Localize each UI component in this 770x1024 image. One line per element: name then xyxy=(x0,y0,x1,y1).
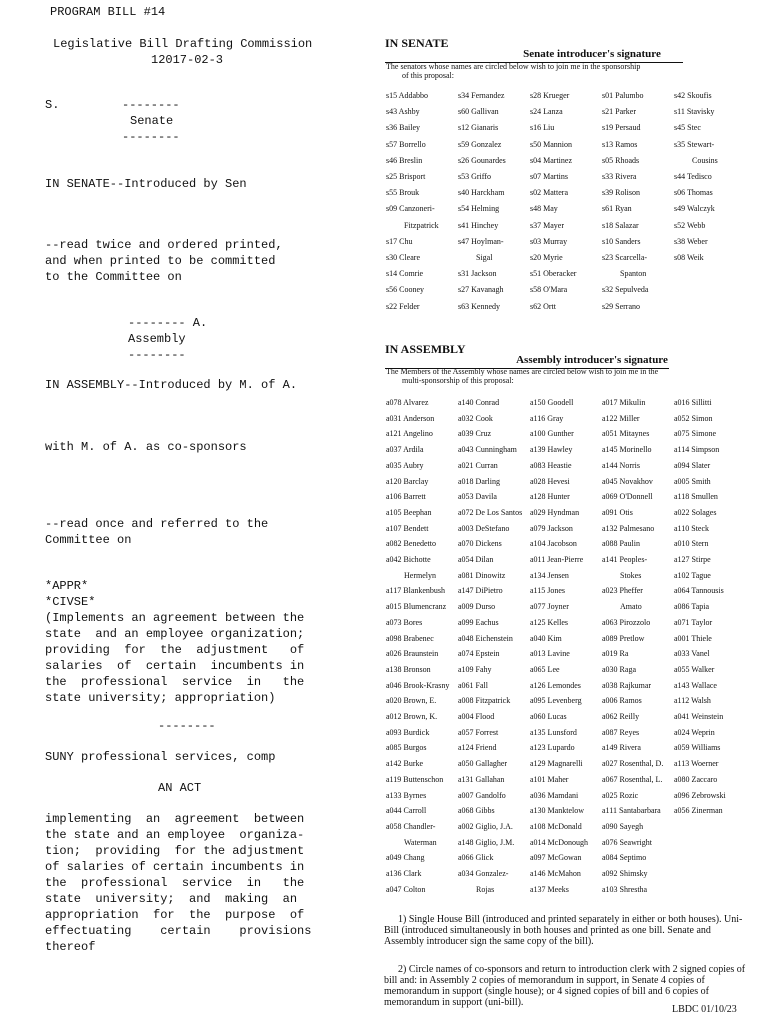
member-name[interactable]: a052 Simon xyxy=(674,413,713,423)
member-name[interactable]: s03 Murray xyxy=(530,236,568,246)
acttext-line: tion; providing for the adjustment xyxy=(45,844,305,858)
member-name[interactable]: a073 Bores xyxy=(386,617,423,627)
member-name[interactable]: a118 Smullen xyxy=(674,492,718,502)
note-1: 1) Single House Bill (introduced and printed separately in either or both houses). Uni-Bill (introduced simultaneously in both houses and printed as one bill. Senate and Assembly introducer sign the same copy of the bill). xyxy=(384,914,743,947)
member-name[interactable]: a065 Lee xyxy=(530,664,560,674)
member-name[interactable]: s37 Mayer xyxy=(530,220,564,230)
member-name[interactable]: s07 Martins xyxy=(530,172,568,181)
member-name[interactable]: a144 Norris xyxy=(602,460,640,470)
member-name[interactable]: s49 Walczyk xyxy=(674,204,715,214)
member-name[interactable]: s47 Hoylman- xyxy=(458,236,504,246)
acttext-line: effectuating certain provisions xyxy=(45,924,312,938)
member-name[interactable]: a006 Ramos xyxy=(602,696,642,706)
member-name[interactable]: a140 Conrad xyxy=(458,398,500,407)
member-name[interactable]: a143 Wallace xyxy=(674,680,717,690)
member-name[interactable]: a013 Lavine xyxy=(530,649,570,659)
member-name[interactable]: a058 Chandler- xyxy=(386,821,436,831)
member-name[interactable]: a027 Rosenthal, D. xyxy=(602,759,664,769)
assembly-dashes: -------- xyxy=(128,348,186,362)
member-name[interactable]: a123 Lupardo xyxy=(530,743,575,753)
member-name[interactable]: a078 Alvarez xyxy=(386,398,429,407)
member-name[interactable]: a094 Slater xyxy=(674,460,711,470)
member-name[interactable]: s32 Sepulveda xyxy=(602,285,649,295)
member-name[interactable]: a011 Jean-Pierre xyxy=(530,555,584,564)
member-name[interactable]: a021 Curran xyxy=(458,460,498,470)
member-name[interactable]: a147 DiPietro xyxy=(458,586,503,596)
appr-tag: *APPR* xyxy=(45,579,89,593)
acttext-line: of salaries of certain incumbents in xyxy=(45,860,305,874)
member-name[interactable]: a128 Hunter xyxy=(530,492,570,502)
member-name[interactable]: a050 Gallagher xyxy=(458,759,508,769)
senate-dashes: -------- xyxy=(122,130,180,144)
member-name[interactable]: a007 Gandolfo xyxy=(458,790,506,800)
member-name[interactable]: a066 Glick xyxy=(458,853,494,863)
acttext-line: the professional service in the xyxy=(45,876,305,890)
member-name[interactable]: a102 Tague xyxy=(674,570,711,580)
member-name[interactable]: a135 Lunsford xyxy=(530,727,577,737)
member-name[interactable]: a004 Flood xyxy=(458,712,495,721)
member-name[interactable]: a070 Dickens xyxy=(458,539,502,549)
member-name[interactable]: a003 DeStefano xyxy=(458,523,510,533)
read-twice-line-3: to the Committee on xyxy=(45,270,182,284)
member-name[interactable]: a080 Zaccaro xyxy=(674,774,718,784)
member-name-continuation: Rojas xyxy=(476,884,495,894)
program-bill-label: PROGRAM BILL #14 xyxy=(50,5,166,19)
assembly-label: Assembly xyxy=(128,332,186,346)
cosponsors-line: with M. of A. as co-sponsors xyxy=(45,440,247,454)
member-name[interactable]: s24 Lanza xyxy=(530,107,563,117)
member-name[interactable]: a074 Epstein xyxy=(458,649,500,659)
assembly-intro-line-2: multi-sponsorship of this proposal: xyxy=(402,376,514,385)
member-name[interactable]: a093 Burdick xyxy=(386,727,430,737)
member-name[interactable]: a020 Brown, E. xyxy=(386,696,437,706)
member-name[interactable]: s21 Parker xyxy=(602,107,636,117)
member-name[interactable]: a124 Friend xyxy=(458,743,497,753)
member-name[interactable]: a041 Weinstein xyxy=(674,712,724,721)
member-name[interactable]: a055 Walker xyxy=(674,664,715,674)
member-name[interactable]: a121 Angelino xyxy=(386,429,433,439)
member-name[interactable]: s23 Scarcella- xyxy=(602,253,648,262)
member-name[interactable]: a009 Durso xyxy=(458,602,496,612)
member-name[interactable]: a134 Jensen xyxy=(530,570,569,580)
member-name[interactable]: a097 McGowan xyxy=(530,853,582,863)
member-name[interactable]: s16 Liu xyxy=(530,123,555,133)
member-name[interactable]: a142 Burke xyxy=(386,759,424,769)
member-name[interactable]: a083 Heastie xyxy=(530,460,572,470)
member-name[interactable]: a139 Hawley xyxy=(530,445,573,455)
member-name[interactable]: a039 Cruz xyxy=(458,429,492,439)
member-name[interactable]: a033 Vanel xyxy=(674,649,710,659)
member-name[interactable]: s57 Borrello xyxy=(386,139,426,149)
implements-line: state university; appropriation) xyxy=(45,691,276,705)
member-name[interactable]: a127 Stirpe xyxy=(674,555,711,564)
member-name[interactable]: a133 Byrnes xyxy=(386,790,427,800)
member-name[interactable]: a100 Gunther xyxy=(530,429,574,439)
member-name[interactable]: a001 Thiele xyxy=(674,633,712,643)
member-name[interactable]: a064 Tannousis xyxy=(674,586,724,596)
member-name[interactable]: a061 Fall xyxy=(458,680,488,690)
member-name[interactable]: s17 Chu xyxy=(386,236,413,246)
member-name[interactable]: a051 Mitaynes xyxy=(602,429,650,439)
implements-line: the professional service in the xyxy=(45,675,305,689)
member-name[interactable]: a129 Magnarelli xyxy=(530,759,583,769)
member-name[interactable]: s55 Brouk xyxy=(386,188,420,198)
member-name[interactable]: s01 Palumbo xyxy=(602,91,644,100)
footer-date: LBDC 01/10/23 xyxy=(672,1004,737,1015)
member-name[interactable]: a101 Maher xyxy=(530,774,569,784)
member-name[interactable]: s59 Gonzalez xyxy=(458,139,502,149)
member-name[interactable]: s34 Fernandez xyxy=(458,91,505,100)
member-name[interactable]: a043 Cunningham xyxy=(458,445,517,455)
member-name[interactable]: a076 Seawright xyxy=(602,837,652,847)
member-name[interactable]: a012 Brown, K. xyxy=(386,712,438,721)
senate-label: Senate xyxy=(130,114,174,128)
act-title-text xyxy=(45,811,311,955)
member-name[interactable]: s13 Ramos xyxy=(602,139,638,149)
read-twice-line-2: and when printed to be committed xyxy=(45,254,276,268)
member-name[interactable]: s56 Cooney xyxy=(386,285,424,295)
member-name[interactable]: a092 Shimsky xyxy=(602,869,648,878)
member-name[interactable]: a045 Novakhov xyxy=(602,476,653,486)
member-name[interactable]: a018 Darling xyxy=(458,476,500,486)
member-name-continuation: Amato xyxy=(620,602,642,612)
member-name[interactable]: a095 Levenberg xyxy=(530,696,582,706)
member-name[interactable]: a103 Shrestha xyxy=(602,884,648,894)
member-name[interactable]: a049 Chang xyxy=(386,853,425,863)
member-name[interactable]: s29 Serrano xyxy=(602,301,640,311)
member-name[interactable]: a026 Braunstein xyxy=(386,649,439,659)
member-name[interactable]: a109 Fahy xyxy=(458,664,492,674)
member-name[interactable]: a036 Mamdani xyxy=(530,790,579,800)
member-name-continuation: Spanton xyxy=(620,269,647,279)
member-name[interactable]: a108 McDonald xyxy=(530,821,582,831)
member-name[interactable]: a087 Reyes xyxy=(602,727,640,737)
member-name[interactable]: s43 Ashby xyxy=(386,107,420,117)
member-name[interactable]: a072 De Los Santos xyxy=(458,507,523,517)
member-name[interactable]: a019 Ra xyxy=(602,649,629,659)
member-name[interactable]: a084 Septimo xyxy=(602,853,647,863)
civse-tag: *CIVSE* xyxy=(45,595,96,609)
member-name[interactable]: a047 Colton xyxy=(386,884,426,894)
member-name[interactable]: a002 Giglio, J.A. xyxy=(458,821,513,831)
member-name[interactable]: a137 Meeks xyxy=(530,884,569,894)
commission-title: Legislative Bill Drafting Commission xyxy=(53,37,313,51)
implements-line: state and an employee organization; xyxy=(45,627,305,641)
member-name[interactable]: s61 Ryan xyxy=(602,204,632,214)
member-name[interactable]: a008 Fitzpatrick xyxy=(458,696,511,706)
member-name[interactable]: a146 McMahon xyxy=(530,869,581,878)
member-name-continuation: Sigal xyxy=(476,253,493,262)
member-name[interactable]: a119 Buttenschon xyxy=(386,774,444,784)
member-name[interactable]: a029 Hyndman xyxy=(530,507,580,517)
member-name[interactable]: a062 Reilly xyxy=(602,712,640,721)
member-name[interactable]: a040 Kim xyxy=(530,633,562,643)
member-name[interactable]: s27 Kavanagh xyxy=(458,285,504,295)
member-name[interactable]: a079 Jackson xyxy=(530,523,573,533)
sponsorship-column xyxy=(382,0,762,1024)
member-name[interactable]: a059 Williams xyxy=(674,743,721,753)
member-name[interactable]: a145 Morinello xyxy=(602,445,652,455)
senate-signature-label: Senate introducer's signature xyxy=(523,48,661,60)
member-name[interactable]: s48 May xyxy=(530,204,558,214)
member-name[interactable]: a010 Stern xyxy=(674,539,709,549)
member-name[interactable]: s40 Harckham xyxy=(458,188,505,198)
member-name[interactable]: a025 Rozic xyxy=(602,790,639,800)
acttext-line: implementing an agreement between xyxy=(45,812,305,826)
member-name[interactable]: a125 Kelles xyxy=(530,617,568,627)
member-name-continuation: Cousins xyxy=(692,155,718,165)
member-name[interactable]: a114 Simpson xyxy=(674,445,720,455)
member-name[interactable]: s58 O'Mara xyxy=(530,285,568,295)
member-name[interactable]: a113 Woerner xyxy=(674,759,719,769)
member-name[interactable]: a138 Bronson xyxy=(386,664,431,674)
member-name[interactable]: s11 Stavisky xyxy=(674,107,715,117)
member-name[interactable]: s10 Sanders xyxy=(602,236,641,246)
member-name[interactable]: s39 Rolison xyxy=(602,188,641,198)
senate-introduced-line: IN SENATE--Introduced by Sen xyxy=(45,177,247,191)
senate-number-blank: -------- xyxy=(122,98,180,112)
member-name[interactable]: a110 Steck xyxy=(674,523,710,533)
member-name[interactable]: s52 Webb xyxy=(674,220,706,230)
member-name[interactable]: s02 Mattera xyxy=(530,188,568,198)
member-name[interactable]: s35 Stewart- xyxy=(674,139,715,149)
member-name[interactable]: a044 Carroll xyxy=(386,806,427,816)
implements-line: providing for the adjustment of xyxy=(45,643,305,657)
member-name[interactable]: a057 Forrest xyxy=(458,727,499,737)
member-name[interactable]: s42 Skoufis xyxy=(674,91,712,100)
member-name[interactable]: a028 Hevesi xyxy=(530,476,570,486)
member-name[interactable]: a117 Blankenbush xyxy=(386,586,446,596)
member-name[interactable]: a107 Bendett xyxy=(386,523,429,533)
member-name[interactable]: a048 Eichenstein xyxy=(458,633,513,643)
member-name[interactable]: a086 Tapia xyxy=(674,602,710,612)
member-name[interactable]: a081 Dinowitz xyxy=(458,570,506,580)
member-name[interactable]: a091 Otis xyxy=(602,507,633,517)
senate-intro-line-2: of this proposal: xyxy=(402,71,454,80)
member-name[interactable]: s63 Kennedy xyxy=(458,301,500,311)
member-name[interactable]: a136 Clark xyxy=(386,869,422,878)
member-name[interactable]: a111 Santabarbara xyxy=(602,806,661,816)
senate-intro-line-1: The senators whose names are circled below wish to join me in the sponsorship xyxy=(386,62,641,71)
member-name[interactable]: s36 Bailey xyxy=(386,123,420,133)
read-once-line-2: Committee on xyxy=(45,533,132,547)
member-name[interactable]: s45 Stec xyxy=(674,123,701,133)
member-name[interactable]: a150 Goodell xyxy=(530,398,574,407)
member-name[interactable]: s20 Myrie xyxy=(530,253,563,262)
member-name[interactable]: a115 Jones xyxy=(530,586,566,596)
member-name[interactable]: s18 Salazar xyxy=(602,220,639,230)
member-name[interactable]: a005 Smith xyxy=(674,476,711,486)
member-name[interactable]: s50 Mannion xyxy=(530,139,572,149)
member-name[interactable]: a122 Miller xyxy=(602,413,640,423)
bill-short-title: SUNY professional services, comp xyxy=(45,750,276,764)
member-name[interactable]: s51 Oberacker xyxy=(530,269,577,279)
assembly-heading-label: IN ASSEMBLY xyxy=(385,342,466,356)
member-name[interactable]: s05 Rhoads xyxy=(602,155,640,165)
member-name[interactable]: a030 Raga xyxy=(602,664,636,674)
implements-line: salaries of certain incumbents in xyxy=(45,659,305,673)
member-name[interactable]: a141 Peoples- xyxy=(602,555,648,564)
member-name[interactable]: s22 Felder xyxy=(386,301,420,311)
member-name[interactable]: s15 Addabbo xyxy=(386,91,428,100)
member-name[interactable]: s44 Tedisco xyxy=(674,172,712,181)
member-name[interactable]: a131 Gallahan xyxy=(458,774,505,784)
member-name[interactable]: a132 Palmesano xyxy=(602,523,655,533)
member-name[interactable]: a023 Pheffer xyxy=(602,586,643,596)
member-name[interactable]: s31 Jackson xyxy=(458,269,497,279)
member-name[interactable]: a015 Blumencranz xyxy=(386,602,447,612)
member-name[interactable]: a088 Paulin xyxy=(602,539,640,549)
member-name[interactable]: a090 Sayegh xyxy=(602,821,644,831)
member-name[interactable]: s46 Breslin xyxy=(386,155,423,165)
member-name[interactable]: s04 Martinez xyxy=(530,155,572,165)
member-name[interactable]: s25 Brisport xyxy=(386,172,426,181)
assembly-number-blank: -------- A. xyxy=(128,316,208,330)
acttext-line: thereof xyxy=(45,940,96,954)
acttext-line: appropriation for the purpose of xyxy=(45,908,305,922)
member-name[interactable]: a089 Pretlow xyxy=(602,633,645,643)
bill-code: 12017-02-3 xyxy=(151,53,224,67)
member-name[interactable]: s38 Weber xyxy=(674,236,708,246)
member-name[interactable]: s60 Gallivan xyxy=(458,107,499,117)
note-2: 2) Circle names of co-sponsors and return to introduction clerk with 2 signed copies of bill and: in Assembly 2 copies of memorandum in support, in Senate 4 copies of memorandum in support (single house); or 4 signed copies of bill and 6 copies of memorandum in support (uni-bill). xyxy=(384,964,746,1008)
member-name[interactable]: s19 Persaud xyxy=(602,123,641,133)
member-name[interactable]: a038 Rajkumar xyxy=(602,680,652,690)
member-name[interactable]: a022 Solages xyxy=(674,507,717,517)
member-name[interactable]: a104 Jacobson xyxy=(530,539,577,549)
member-name[interactable]: s62 Ortt xyxy=(530,301,556,311)
member-name[interactable]: s41 Hinchey xyxy=(458,220,499,230)
senate-heading-label: IN SENATE xyxy=(385,36,449,50)
member-name[interactable]: a016 Sillitti xyxy=(674,398,712,407)
assembly-roster xyxy=(386,398,761,898)
implements-line: (Implements an agreement between the xyxy=(45,611,305,625)
member-name[interactable]: a116 Gray xyxy=(530,413,564,423)
member-name[interactable]: s09 Canzoneri- xyxy=(386,204,435,214)
acttext-line: state university; and making an xyxy=(45,892,298,906)
member-name[interactable]: s54 Helming xyxy=(458,204,500,214)
member-name[interactable]: a106 Barrett xyxy=(386,492,426,502)
member-name[interactable]: a056 Zinerman xyxy=(674,806,723,816)
member-name[interactable]: a031 Anderson xyxy=(386,413,435,423)
bill-cover-column xyxy=(0,0,330,1024)
member-name[interactable]: a075 Simone xyxy=(674,429,716,439)
member-name[interactable]: a042 Bichotte xyxy=(386,555,431,564)
summary-divider: -------- xyxy=(158,719,216,733)
member-name[interactable]: a085 Burgos xyxy=(386,743,427,753)
member-name-continuation: Waterman xyxy=(404,837,437,847)
member-name[interactable]: a032 Cook xyxy=(458,413,493,423)
senate-roster xyxy=(386,91,756,321)
member-name[interactable]: a046 Brook-Krasny xyxy=(386,680,450,690)
assembly-signature-label: Assembly introducer's signature xyxy=(516,354,668,366)
member-name[interactable]: s08 Weik xyxy=(674,253,704,262)
an-act-heading: AN ACT xyxy=(158,781,202,795)
member-name[interactable]: a099 Eachus xyxy=(458,617,499,627)
member-name-continuation: Hermelyn xyxy=(404,570,436,580)
member-name[interactable]: s14 Comrie xyxy=(386,269,424,279)
member-name[interactable]: a130 Manktelow xyxy=(530,806,584,816)
member-name[interactable]: s28 Krueger xyxy=(530,91,570,100)
member-name[interactable]: a120 Barclay xyxy=(386,476,429,486)
member-name[interactable]: s12 Gianaris xyxy=(458,123,499,133)
member-name[interactable]: a077 Joyner xyxy=(530,602,569,612)
member-name[interactable]: a014 McDonough xyxy=(530,837,588,847)
member-name[interactable]: s30 Cleare xyxy=(386,253,420,262)
assembly-intro-line-1: The Members of the Assembly whose names are circled below wish to join me in the xyxy=(386,367,659,376)
member-name[interactable]: a148 Giglio, J.M. xyxy=(458,837,515,847)
member-name[interactable]: a024 Weprin xyxy=(674,727,715,737)
member-name[interactable]: a098 Brabenec xyxy=(386,633,434,643)
bill-summary xyxy=(45,610,304,706)
member-name[interactable]: a054 Dilan xyxy=(458,555,494,564)
member-name-continuation: Stokes xyxy=(620,570,642,580)
member-name[interactable]: a035 Aubry xyxy=(386,460,424,470)
member-name[interactable]: a068 Gibbs xyxy=(458,806,495,816)
read-twice-line-1: --read twice and ordered printed, xyxy=(45,238,283,252)
member-name[interactable]: a034 Gonzalez- xyxy=(458,869,509,878)
member-name[interactable]: a105 Beephan xyxy=(386,507,432,517)
member-name[interactable]: s26 Gounardes xyxy=(458,155,506,165)
assembly-introduced-line: IN ASSEMBLY--Introduced by M. of A. xyxy=(45,378,298,392)
member-name[interactable]: a096 Zebrowski xyxy=(674,790,726,800)
member-name[interactable]: a071 Taylor xyxy=(674,617,713,627)
senate-bill-prefix: S. xyxy=(45,98,60,112)
acttext-line: the state and an employee organiza- xyxy=(45,828,305,842)
member-name[interactable]: a067 Rosenthal, L. xyxy=(602,774,663,784)
member-name[interactable]: a112 Walsh xyxy=(674,696,711,706)
member-name[interactable]: a063 Pirozzolo xyxy=(602,617,651,627)
member-name-continuation: Fitzpatrick xyxy=(404,220,439,230)
member-name[interactable]: a126 Lemondes xyxy=(530,680,581,690)
member-name[interactable]: a082 Benedetto xyxy=(386,539,436,549)
member-name[interactable]: a149 Rivera xyxy=(602,743,641,753)
member-name[interactable]: a053 Davila xyxy=(458,492,497,502)
member-name[interactable]: s33 Rivera xyxy=(602,172,637,181)
read-once-line-1: --read once and referred to the xyxy=(45,517,269,531)
member-name[interactable]: a037 Ardila xyxy=(386,445,424,455)
member-name[interactable]: s53 Griffo xyxy=(458,172,491,181)
member-name[interactable]: a017 Mikulin xyxy=(602,398,646,407)
member-name[interactable]: s06 Thomas xyxy=(674,188,713,198)
member-name[interactable]: a060 Lucas xyxy=(530,712,567,721)
member-name[interactable]: a069 O'Donnell xyxy=(602,492,653,502)
